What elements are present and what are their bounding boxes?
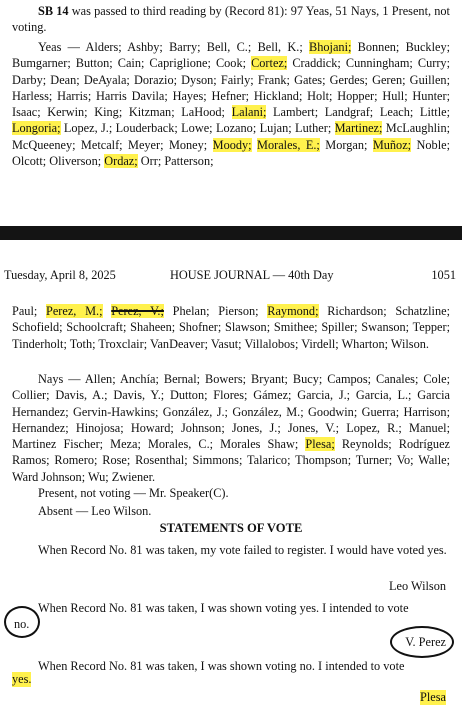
highlighted-member-name: Perez, V.; xyxy=(111,304,164,318)
member-name-run: McLaughlin; McQueeney; Metcalf; Meyer; Money; xyxy=(12,121,451,152)
header-journal-title: HOUSE JOURNAL — 40th Day xyxy=(170,268,334,282)
highlighted-member-name: Muñoz; xyxy=(372,137,412,152)
member-name-run: Noble; Olcott; Oliverson; xyxy=(12,137,450,169)
statement-1-text: When Record No. 81 was taken, my vote failed to register. I would have voted yes. xyxy=(38,543,447,557)
sb14-result-paragraph xyxy=(12,3,450,36)
statement-2-signature: V. Perez xyxy=(405,635,446,649)
statement-3-last-word: yes. xyxy=(12,672,32,686)
header-date: Tuesday, April 8, 2025 xyxy=(4,268,116,282)
header-page-number: 1051 xyxy=(431,268,456,282)
statement-1-signature: Leo Wilson xyxy=(389,579,446,593)
handwritten-circle-annotation xyxy=(4,606,40,638)
highlighted-member-name: Lalani; xyxy=(231,105,267,120)
statement-3-signature: Plesa xyxy=(420,690,446,704)
present-not-voting: Present, not voting — Mr. Speaker(C). xyxy=(38,486,229,500)
statement-3-line: When Record No. 81 was taken, I was shown voting no. I intended to vote xyxy=(38,659,405,673)
member-name-run: Phelan; Pierson; xyxy=(163,304,268,318)
member-name-run: Paul; xyxy=(12,304,46,318)
member-name-run: Nays — Allen; Anchía; Bernal; Bowers; Bryant; Bucy; Campos; Canales; Cole; Collier; Davis, A.; Davis, Y.; Dutton; Flores; Gámez; Garcia, J.; Garcia, L.; Garcia Hernandez; Gervin-Hawkins; González, J.; González, M.; Goodwin; Guerra; Harrison; Hernandez; Hinojosa; Howard; Johnson; Jones, J.; Jones, V.; Lopez, R.; Manuel; Martinez Fischer; Meza; Morales, C.; Morales Shaw; xyxy=(12,372,450,452)
highlighted-member-name: Perez, M.; xyxy=(46,304,103,318)
highlighted-member-name: Ordaz; xyxy=(104,154,138,169)
page-divider-bar xyxy=(0,226,462,240)
member-name-run: Craddick; Cunningham; Curry; Darby; Dean; DeAyala; Dorazio; Dyson; Fairly; Frank; Gates; Gerdes; Geren; Guillen; Harless; Harris; Harris Davila; Hayes; Hefner; Hickland; Holt; Hopper; Hull; Hunter; Isaac; Kerwin; King; Kitzman; LaHood; xyxy=(12,56,450,120)
highlighted-member-name: Martinez; xyxy=(334,121,383,136)
statements-of-vote-heading: STATEMENTS OF VOTE xyxy=(159,521,303,535)
yeas-continued-paragraph xyxy=(12,303,450,352)
highlighted-member-name: Plesa; xyxy=(305,437,335,452)
yeas-name-list xyxy=(12,40,450,168)
highlighted-member-name: Morales, E.; xyxy=(257,137,320,152)
highlighted-member-name: Bhojani; xyxy=(309,40,352,54)
statement-2-last-word: no. xyxy=(14,617,30,631)
statement-2-line: When Record No. 81 was taken, I was shown voting yes. I intended to vote xyxy=(38,601,409,615)
yeas-paragraph xyxy=(12,39,450,169)
member-name-run: Lopez, J.; Louderback; Lowe; Lozano; Lujan; Luther; xyxy=(60,121,335,136)
highlighted-member-name: Cortez; xyxy=(251,56,288,71)
yeas-label: Yeas — xyxy=(38,40,86,54)
nays-paragraph xyxy=(12,371,450,485)
result-text: was passed to third reading by (Record 81): 97 Yeas, 51 Nays, 1 Present, not voting. xyxy=(12,4,450,35)
member-name-run: Morgan; xyxy=(319,137,373,152)
highlighted-member-name: Raymond; xyxy=(267,304,319,318)
member-name-run: Bonnen; Buckley; Bumgarner; Button; Cain; Capriglione; Cook; xyxy=(12,40,451,71)
bill-number: SB 14 xyxy=(38,4,69,18)
absent-line: Absent — Leo Wilson. xyxy=(38,504,152,518)
statement-2-text xyxy=(12,600,450,616)
highlighted-member-name: Moody; xyxy=(212,137,252,152)
member-name-run: Lambert; Landgraf; Leach; Little; xyxy=(266,105,450,120)
member-name-run xyxy=(103,304,112,318)
member-name-run: Richardson; Schatzline; Schofield; Schoolcraft; Shaheen; Shofner; Slawson; Smithee; Spiller; Swanson; Tepper; Tinderholt; Toth; Troxclair; VanDeaver; Vasut; Villalobos; Virdell; Wharton; Wilson. xyxy=(12,304,451,351)
handwritten-circle-annotation xyxy=(390,626,454,658)
nays-name-list xyxy=(12,372,450,484)
member-name-run: Reynolds; Rodríguez Ramos; Romero; Rose; Rosenthal; Simmons; Talarico; Thompson; Turner; Vo; Walle; Ward Johnson; Wu; Zwiener. xyxy=(12,437,451,484)
member-name-run: Orr; Patterson; xyxy=(137,154,214,169)
statement-3-text xyxy=(12,658,450,674)
highlighted-member-name: Longoria; xyxy=(12,121,61,136)
yeas-continued-list xyxy=(12,304,450,351)
member-name-run: Alders; Ashby; Barry; Bell, C.; Bell, K.; xyxy=(85,40,310,54)
